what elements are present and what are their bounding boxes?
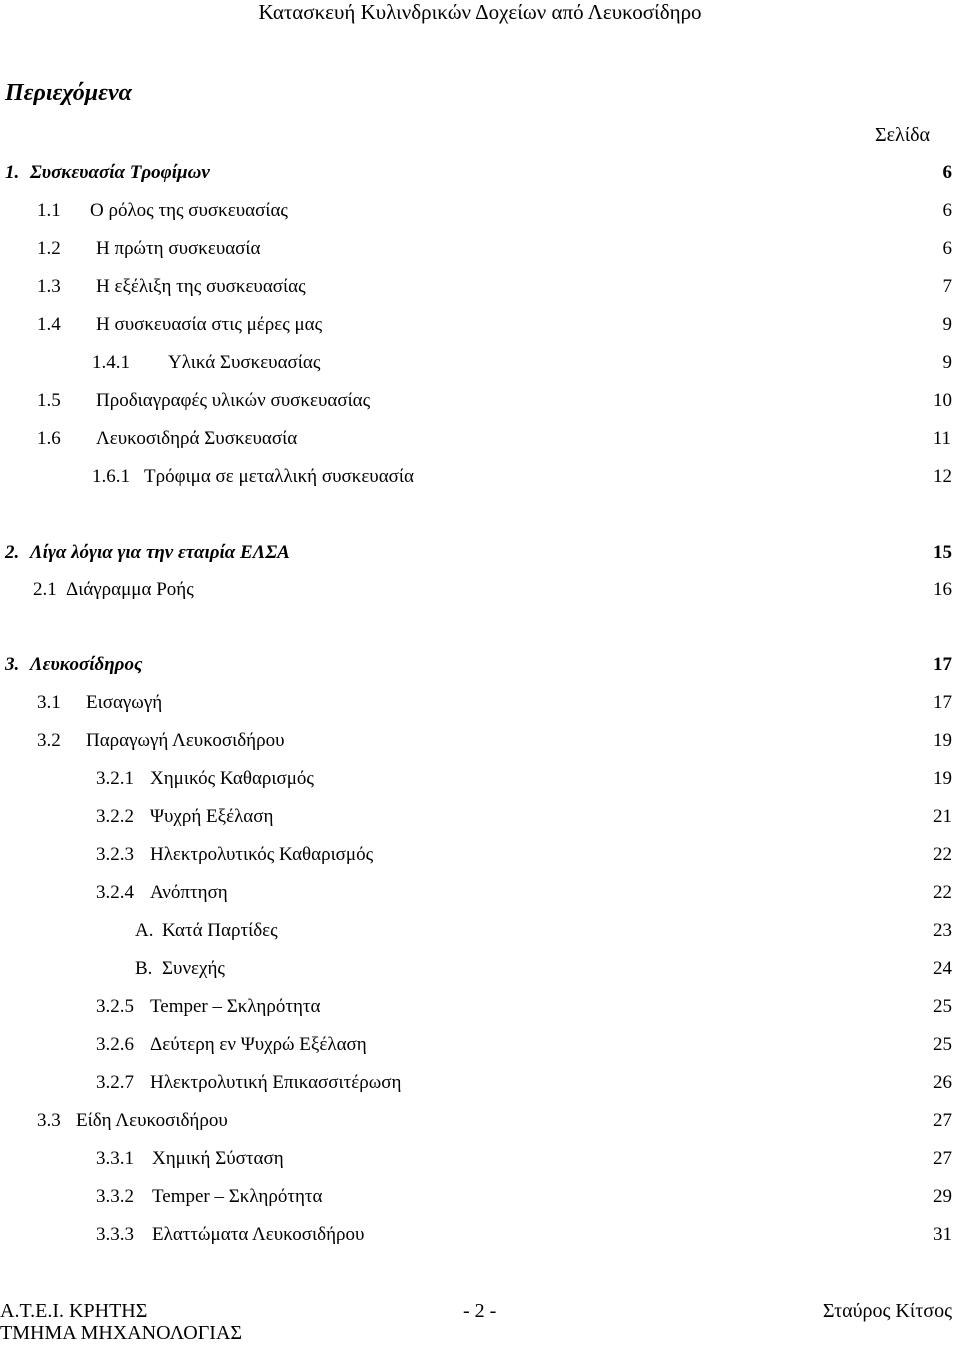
toc-entry-number: 1.1 bbox=[37, 200, 61, 221]
toc-entry-text: Ελαττώματα Λευκοσιδήρου bbox=[152, 1224, 365, 1245]
toc-entry-page: 22 bbox=[933, 844, 952, 865]
toc-entry bbox=[0, 690, 960, 716]
footer-institution: Α.Τ.Ε.Ι. ΚΡΗΤΗΣ bbox=[0, 1300, 148, 1322]
toc-entry bbox=[0, 388, 960, 414]
toc-entry-text: Τρόφιμα σε μεταλλική συσκευασία bbox=[144, 466, 414, 487]
toc-entry-page: 6 bbox=[942, 162, 952, 183]
toc-entry-text: Ο ρόλος της συσκευασίας bbox=[90, 200, 288, 221]
toc-entry-text: Temper – Σκληρότητα bbox=[152, 1186, 323, 1207]
toc-entry bbox=[0, 1146, 960, 1172]
toc-entry-text: Δεύτερη εν Ψυχρώ Εξέλαση bbox=[150, 1034, 367, 1055]
toc-entry-page: 24 bbox=[933, 958, 952, 979]
footer-department: ΤΜΗΜΑ ΜΗΧΑΝΟΛΟΓΙΑΣ bbox=[0, 1322, 243, 1344]
toc-entry-page: 19 bbox=[933, 730, 952, 751]
toc-entry-page: 7 bbox=[942, 276, 952, 297]
toc-entry bbox=[0, 880, 960, 906]
toc-entry-number: Β. bbox=[135, 958, 153, 979]
toc-entry bbox=[0, 350, 960, 376]
toc-entry-text: Η πρώτη συσκευασία bbox=[96, 238, 261, 259]
toc-entry bbox=[0, 198, 960, 224]
toc-entry-number: 2. bbox=[5, 542, 20, 563]
toc-entry-page: 17 bbox=[933, 692, 952, 713]
toc-entry-text: Χημικός Καθαρισμός bbox=[150, 768, 314, 789]
toc-entry-page: 9 bbox=[942, 352, 952, 373]
toc-entry-number: 1.4.1 bbox=[92, 352, 130, 373]
toc-entry-number: 3.2.2 bbox=[96, 806, 134, 827]
toc-entry-number: 3.2.4 bbox=[96, 882, 134, 903]
toc-entry-number: 1.4 bbox=[37, 314, 61, 335]
toc-entry-number: 1.6.1 bbox=[92, 466, 130, 487]
toc-entry bbox=[0, 956, 960, 982]
toc-entry bbox=[0, 1108, 960, 1134]
footer-author: Σταύρος Κίτσος bbox=[822, 1300, 952, 1322]
toc-entry-number: 3.1 bbox=[37, 692, 61, 713]
toc-entry bbox=[0, 274, 960, 300]
toc-entry-page: 27 bbox=[933, 1148, 952, 1169]
toc-entry-page: 15 bbox=[933, 542, 952, 563]
toc-entry bbox=[0, 766, 960, 792]
toc-entry-number: 1. bbox=[5, 162, 20, 183]
toc-entry-number: 1.5 bbox=[37, 390, 61, 411]
toc-entry-page: 27 bbox=[933, 1110, 952, 1131]
toc-entry-number: 3.2.5 bbox=[96, 996, 134, 1017]
toc-entry-page: 17 bbox=[933, 654, 952, 675]
toc-entry bbox=[0, 804, 960, 830]
toc-entry bbox=[0, 426, 960, 452]
toc-entry-text: Υλικά Συσκευασίας bbox=[168, 352, 321, 373]
toc-entry-text: Διάγραμμα Ροής bbox=[66, 579, 194, 600]
toc-entry-text: Συσκευασία Τροφίμων bbox=[30, 162, 210, 183]
toc-entry-number: 3.3.2 bbox=[96, 1186, 134, 1207]
footer-page-number: - 2 - bbox=[463, 1300, 497, 1322]
toc-title: Περιεχόμενα bbox=[5, 80, 132, 106]
toc-entry-page: 29 bbox=[933, 1186, 952, 1207]
toc-entry-page: 16 bbox=[933, 579, 952, 600]
toc-entry-page: 10 bbox=[933, 390, 952, 411]
toc-entry-number: 3.3.3 bbox=[96, 1224, 134, 1245]
toc-entry-page: 9 bbox=[942, 314, 952, 335]
toc-entry-number: 1.3 bbox=[37, 276, 61, 297]
toc-entry-number: 3.2.7 bbox=[96, 1072, 134, 1093]
toc-entry-page: 23 bbox=[933, 920, 952, 941]
toc-entry-text: Ηλεκτρολυτικός Καθαρισμός bbox=[150, 844, 374, 865]
toc-entry-number: 3.3.1 bbox=[96, 1148, 134, 1169]
toc-entry-text: Συνεχής bbox=[162, 958, 225, 979]
toc-entry-number: 3.3 bbox=[37, 1110, 61, 1131]
toc-entry-text: Ηλεκτρολυτική Επικασσιτέρωση bbox=[150, 1072, 402, 1093]
toc-entry-text: Λευκοσιδηρά Συσκευασία bbox=[96, 428, 298, 449]
toc-entry-page: 25 bbox=[933, 996, 952, 1017]
toc-entry-text: Λευκοσίδηρος bbox=[30, 654, 143, 675]
toc-entry-text: Κατά Παρτίδες bbox=[162, 920, 278, 941]
toc-entry-number: 3.2 bbox=[37, 730, 61, 751]
toc-entry-text: Χημική Σύσταση bbox=[152, 1148, 284, 1169]
toc-entry-page: 19 bbox=[933, 768, 952, 789]
toc-entry-text: Η συσκευασία στις μέρες μας bbox=[96, 314, 323, 335]
toc-entry bbox=[0, 652, 960, 678]
toc-entry bbox=[0, 1032, 960, 1058]
running-header: Κατασκευή Κυλινδρικών Δοχείων από Λευκοσίδηρο bbox=[258, 0, 702, 24]
toc-entry-page: 11 bbox=[932, 428, 951, 449]
toc-entry bbox=[0, 728, 960, 754]
toc-entry-page: 6 bbox=[942, 238, 952, 259]
toc-entry-number: Α. bbox=[135, 920, 154, 941]
toc-entry bbox=[0, 1070, 960, 1096]
toc-entry bbox=[0, 540, 960, 566]
toc-entry-number: 3. bbox=[5, 654, 20, 675]
page-column-label: Σελίδα bbox=[874, 124, 930, 146]
toc-entry bbox=[0, 1184, 960, 1210]
toc-entry-text: Λίγα λόγια για την εταιρία ΕΛΣΑ bbox=[30, 542, 290, 563]
toc-entry-number: 3.2.1 bbox=[96, 768, 134, 789]
toc-entry bbox=[0, 464, 960, 490]
toc-entry bbox=[0, 994, 960, 1020]
toc-entry-page: 25 bbox=[933, 1034, 952, 1055]
toc-entry-text: Ψυχρή Εξέλαση bbox=[150, 806, 274, 827]
toc-entry bbox=[0, 577, 960, 603]
toc-entry-page: 21 bbox=[933, 806, 952, 827]
toc-entry bbox=[0, 918, 960, 944]
toc-entry-text: Είδη Λευκοσιδήρου bbox=[76, 1110, 228, 1131]
toc-entry-page: 22 bbox=[933, 882, 952, 903]
toc-entry-text: Η εξέλιξη της συσκευασίας bbox=[96, 276, 306, 297]
toc-entry-text: Προδιαγραφές υλικών συσκευασίας bbox=[96, 390, 371, 411]
toc-entry-page: 12 bbox=[933, 466, 952, 487]
toc-entry-text: Εισαγωγή bbox=[86, 692, 163, 713]
toc-entry-text: Temper – Σκληρότητα bbox=[150, 996, 321, 1017]
toc-entry-number: 1.6 bbox=[37, 428, 61, 449]
toc-entry-number: 3.2.3 bbox=[96, 844, 134, 865]
toc-entry-number: 1.2 bbox=[37, 238, 61, 259]
toc-entry-page: 26 bbox=[933, 1072, 952, 1093]
toc-entry-page: 31 bbox=[933, 1224, 952, 1245]
toc-entry bbox=[0, 160, 960, 186]
toc-entry bbox=[0, 1222, 960, 1248]
toc-entry-page: 6 bbox=[942, 200, 952, 221]
toc-entry-number: 2.1 bbox=[33, 579, 57, 600]
toc-entry bbox=[0, 312, 960, 338]
toc-entry bbox=[0, 842, 960, 868]
toc-entry-text: Παραγωγή Λευκοσιδήρου bbox=[86, 730, 285, 751]
toc-entry-text: Ανόπτηση bbox=[150, 882, 228, 903]
toc-entry bbox=[0, 236, 960, 262]
toc-entry-number: 3.2.6 bbox=[96, 1034, 134, 1055]
